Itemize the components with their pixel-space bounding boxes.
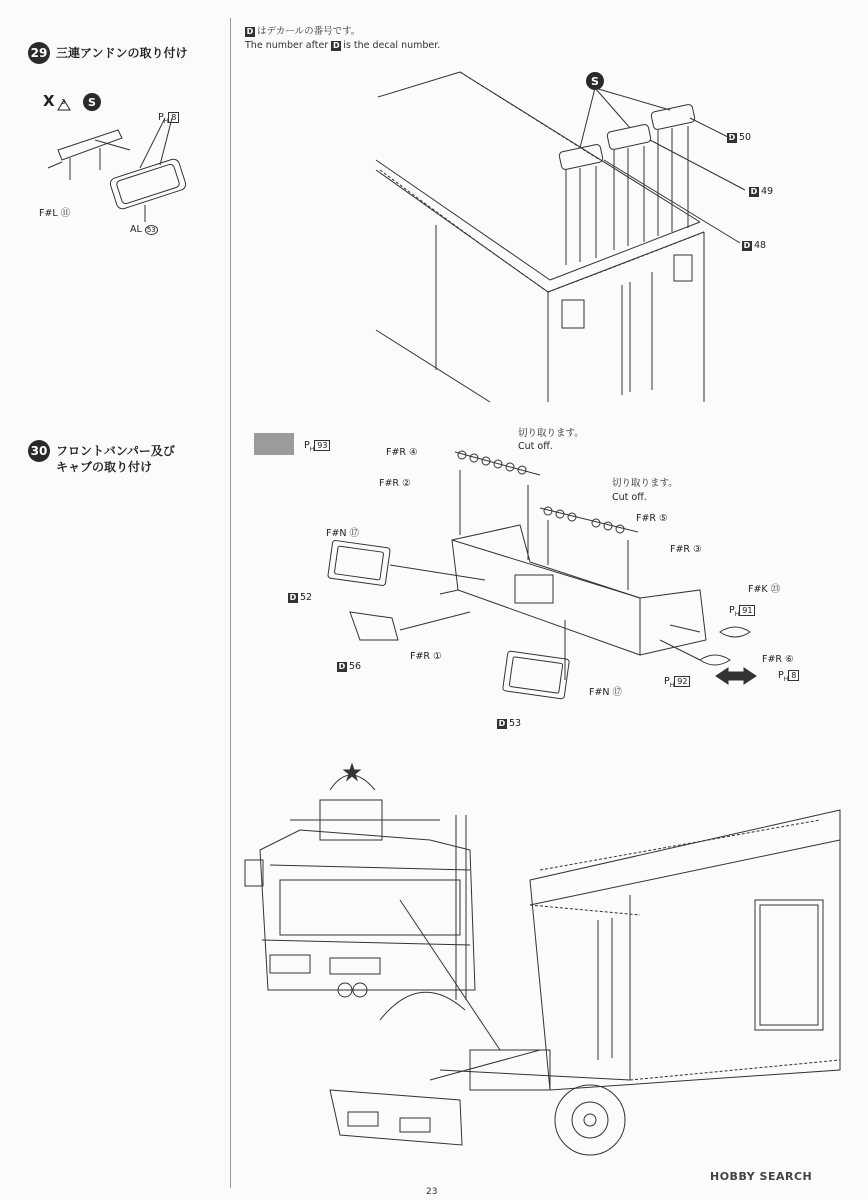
decal-48-label: D 48 <box>743 240 767 251</box>
step-29-number: 29 <box>28 42 50 64</box>
step-30-title-1: フロントバンパー及び <box>56 444 175 458</box>
step29-trailer-box <box>376 72 704 402</box>
step30-plates <box>328 540 750 699</box>
fr5-label: F#R ⑤ <box>636 513 668 524</box>
x-count: 3 <box>61 98 66 106</box>
ph91-label: $P_H$ 91 <box>729 605 755 621</box>
fr6-label: F#R ⑥ <box>762 654 794 665</box>
cutoff-1-en: Cut off. <box>518 441 553 452</box>
step-30-number: 30 <box>28 440 50 462</box>
fl11-label: F#L ⑪ <box>39 208 71 219</box>
step-29-title: 三連アンドンの取り付け <box>56 46 188 60</box>
fn17-label-a: F#N ⑰ <box>326 528 360 539</box>
cutoff-2-en: Cut off. <box>612 492 647 503</box>
ph92-label: $P_H$ 92 <box>664 676 690 692</box>
watermark: HOBBY SEARCH <box>710 1170 813 1183</box>
fr2-label: F#R ② <box>379 478 411 489</box>
ph8-label-b: $P_H$ 8 <box>778 670 799 686</box>
truck-chassis <box>330 1050 630 1155</box>
cutoff-1-jp: 切り取ります。 <box>518 428 584 439</box>
s-mark-icon: S <box>83 93 101 111</box>
direction-arrow <box>716 668 756 684</box>
decal-note-en: The number after D is the decal number. <box>245 40 441 51</box>
fn17-label-b: F#N ⑰ <box>589 687 623 698</box>
fk23-label: F#K ㉓ <box>748 584 781 595</box>
step30-bumper <box>440 525 706 655</box>
decal-53-label: D 53 <box>498 718 522 729</box>
truck-trailer <box>530 810 840 1090</box>
step-30-title-2: キャブの取り付け <box>56 460 153 474</box>
decal-50-label: D 50 <box>728 132 752 143</box>
al53-label: AL 53 <box>130 224 156 235</box>
ph93-label: $P_H$ 93 <box>304 440 330 456</box>
truck-cab <box>245 764 500 1050</box>
step29-part-fl11 <box>48 130 130 180</box>
x-mark: X <box>43 92 55 110</box>
step29-lens-al53 <box>109 118 187 222</box>
fr3-label: F#R ③ <box>670 544 702 555</box>
decal-49-label: D 49 <box>750 186 774 197</box>
step29-roof-lamps <box>559 88 745 265</box>
fr1-label: F#R ① <box>410 651 442 662</box>
cutoff-2-jp: 切り取ります。 <box>612 478 678 489</box>
ph8-label: $P_H$ 8 <box>158 112 179 128</box>
fr4-label: F#R ④ <box>386 447 418 458</box>
page-number: 23 <box>426 1187 438 1197</box>
decal-note-jp: D はデカールの番号です。 <box>246 26 361 37</box>
decal-52-label: D 52 <box>289 592 313 603</box>
s-mark-top-icon: S <box>586 72 604 90</box>
decal-56-label: D 56 <box>338 661 362 672</box>
